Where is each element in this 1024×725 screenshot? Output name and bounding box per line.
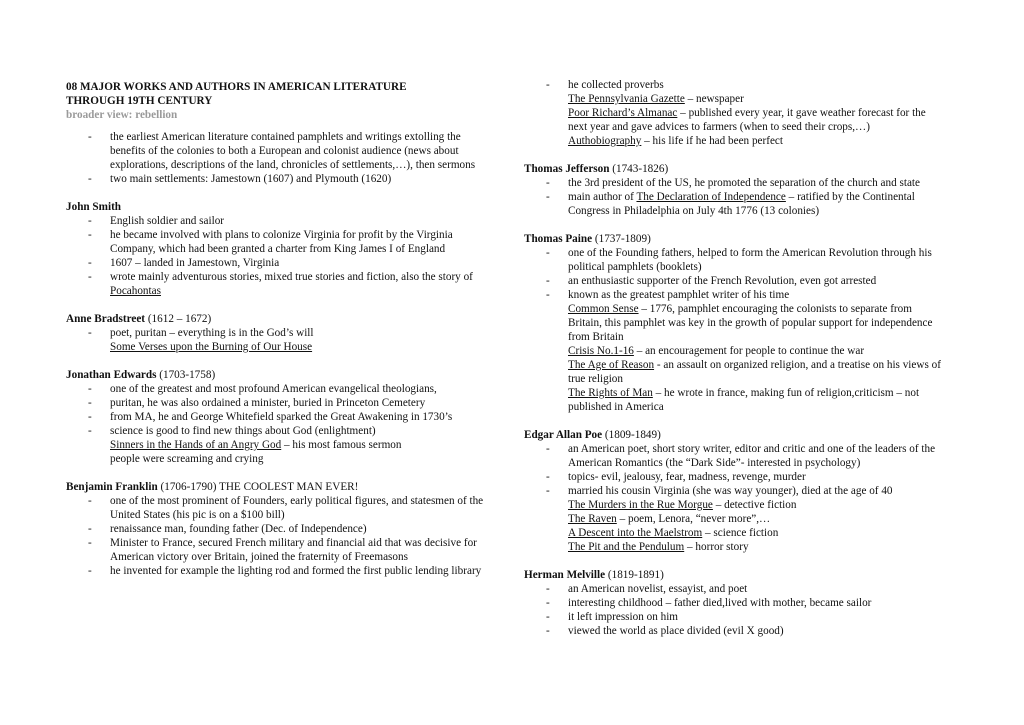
list-item: - science is good to find new things about God (enlightment) — [88, 424, 486, 438]
work-title: The Age of Reason — [568, 359, 655, 371]
work-entry: Common Sense – 1776, pamphlet encouraging the colonists to separate from Britain, this pamphlet was key in the growth of popular support for independence from Britain — [568, 303, 933, 343]
left-column — [66, 80, 486, 578]
author-name: Anne Bradstreet — [66, 313, 146, 325]
author-name: Herman Melville — [524, 569, 606, 581]
list-item: - English soldier and sailor — [88, 214, 486, 228]
work-entry: Authobiography – his life if he had been perfect — [568, 135, 783, 147]
author-dates: (1612 – 1672) — [145, 313, 212, 325]
work-title: Sinners in the Hands of an Angry God — [110, 439, 282, 451]
document-subtitle: broader view: rebellion — [66, 109, 178, 121]
author-dates: (1809-1849) — [602, 429, 661, 441]
list-item: - the 3rd president of the US, he promoted the separation of the church and state — [546, 176, 944, 190]
author-dates: (1703-1758) — [156, 369, 216, 381]
author-name: Thomas Jefferson — [524, 163, 610, 175]
list-item: - an American novelist, essayist, and poet — [546, 582, 944, 596]
work-title: The Pit and the Pendulum — [568, 541, 685, 553]
work-title: Poor Richard’s Almanac — [568, 107, 678, 119]
work-entry: The Pit and the Pendulum – horror story — [568, 541, 749, 553]
list-item: - topics- evil, jealousy, fear, madness, revenge, murder — [546, 470, 944, 484]
intro-item: - the earliest American literature contained pamphlets and writings extolling the benefits of the colonies to both a European and colonist audience (news about explorations, descriptions of the land, chronicles of settlements,…), then sermons — [88, 130, 486, 172]
list-item: - from MA, he and George Whitefield sparked the Great Awakening in 1730’s — [88, 410, 486, 424]
work-entry: The Pennsylvania Gazette – newspaper — [568, 93, 744, 105]
author-name: Benjamin Franklin — [66, 481, 158, 493]
work-title: Authobiography — [568, 135, 642, 147]
author-name: Edgar Allan Poe — [524, 429, 603, 441]
work-entry: The Murders in the Rue Morgue – detective fiction — [568, 499, 797, 511]
list-item: - one of the most prominent of Founders, early political figures, and statesmen of the United States (his pic is on a $100 bill) — [88, 494, 486, 522]
author-jonathan-edwards: Jonathan Edwards (1703-1758) - one of the greatest and most profound American evangelical theologians, - puritan, he was also ordained a minister, buried in Princeton Cemetery - from MA, he and George Whitefield sparked the Great Awakening in 1730’s - science is good to find new things about God (enlightment) Sinners in the Hands of an Angry God – his most famous sermon people were screaming and crying — [66, 368, 486, 466]
author-dates: (1737-1809) — [592, 233, 651, 245]
work-title: Common Sense — [568, 303, 639, 315]
list-item: - Minister to France, secured French military and financial aid that was decisive for American victory over Britain, joined the fraternity of Freemasons — [88, 536, 486, 564]
list-item: - renaissance man, founding father (Dec. of Independence) — [88, 522, 486, 536]
list-item: - married his cousin Virginia (she was way younger), died at the age of 40 — [546, 484, 944, 498]
author-dates: (1743-1826) — [609, 163, 669, 175]
intro-list — [66, 130, 486, 186]
work-entry: A Descent into the Maelstrom – science fiction — [568, 527, 779, 539]
author-name: Jonathan Edwards — [66, 369, 157, 381]
list-item: - wrote mainly adventurous stories, mixed true stories and fiction, also the story of Pocahontas — [88, 270, 486, 298]
document-title-line2: THROUGH 19TH CENTURY — [66, 95, 213, 107]
work-entry: Crisis No.1-16 – an encouragement for people to continue the war — [568, 345, 865, 357]
list-item: - 1607 – landed in Jamestown, Virginia — [88, 256, 486, 270]
work-title: The Rights of Man — [568, 387, 653, 399]
document-title-line1: 08 MAJOR WORKS AND AUTHORS IN AMERICAN LITERATURE — [66, 81, 407, 93]
author-anne-bradstreet — [66, 312, 486, 354]
list-item: - an American poet, short story writer, editor and critic and one of the leaders of the American Romantics (the “Dark Side”- interested in psychology) — [546, 442, 944, 470]
work-entry: The Age of Reason - an assault on organized religion, and a treatise on his views of true religion — [568, 359, 941, 385]
work-title: A Descent into the Maelstrom — [568, 527, 703, 539]
list-item: - known as the greatest pamphlet writer of his time — [546, 288, 944, 302]
work-title: The Raven — [568, 513, 617, 525]
list-item: - it left impression on him — [546, 610, 944, 624]
list-item: - one of the greatest and most profound American evangelical theologians, — [88, 382, 486, 396]
list-item: - poet, puritan – everything is in the God’s will — [88, 326, 486, 340]
author-edgar-allan-poe — [524, 428, 944, 554]
work-title: The Murders in the Rue Morgue — [568, 499, 713, 511]
work-entry: The Rights of Man – he wrote in france, making fun of religion,criticism – not published in America — [568, 387, 920, 413]
work-title: Some Verses upon the Burning of Our House — [110, 341, 313, 353]
intro-item: - two main settlements: Jamestown (1607) and Plymouth (1620) — [88, 172, 486, 186]
work-title: The Pennsylvania Gazette — [568, 93, 685, 105]
list-item: - he became involved with plans to colonize Virginia for profit by the Virginia Company, which had been granted a charter from King James I of England — [88, 228, 486, 256]
author-dates: (1706-1790) THE COOLEST MAN EVER! — [157, 481, 359, 493]
list-item: - an enthusiastic supporter of the French Revolution, even got arrested — [546, 274, 944, 288]
list-item: - he collected proverbs — [546, 78, 944, 92]
author-thomas-paine — [524, 232, 944, 414]
list-item: - main author of The Declaration of Independence – ratified by the Continental Congress in Philadelphia on July 4th 1776 (13 colonies) — [546, 190, 944, 218]
author-thomas-jefferson — [524, 162, 944, 218]
author-john-smith — [66, 200, 486, 298]
list-item: - interesting childhood – father died,lived with mother, became sailor — [546, 596, 944, 610]
work-entry: Poor Richard’s Almanac – published every year, it gave weather forecast for the next year and gave advices to farmers (when to seed their crops,…) — [568, 107, 926, 133]
work-title: Pocahontas — [110, 285, 161, 297]
author-name: Thomas Paine — [524, 233, 593, 245]
work-entry: The Raven – poem, Lenora, “never more”,… — [568, 513, 771, 525]
author-benjamin-franklin — [66, 480, 486, 578]
author-dates: (1819-1891) — [605, 569, 664, 581]
list-item: - puritan, he was also ordained a minister, buried in Princeton Cemetery — [88, 396, 486, 410]
list-item: - he invented for example the lighting rod and formed the first public lending library — [88, 564, 486, 578]
work-title: Crisis No.1-16 — [568, 345, 634, 357]
list-item: - one of the Founding fathers, helped to form the American Revolution through his political pamphlets (booklets) — [546, 246, 944, 274]
list-item: - viewed the world as place divided (evil X good) — [546, 624, 944, 638]
work-title: The Declaration of Independence — [636, 191, 786, 203]
author-name: John Smith — [66, 201, 122, 213]
author-herman-melville — [524, 568, 944, 638]
right-column — [524, 78, 944, 638]
